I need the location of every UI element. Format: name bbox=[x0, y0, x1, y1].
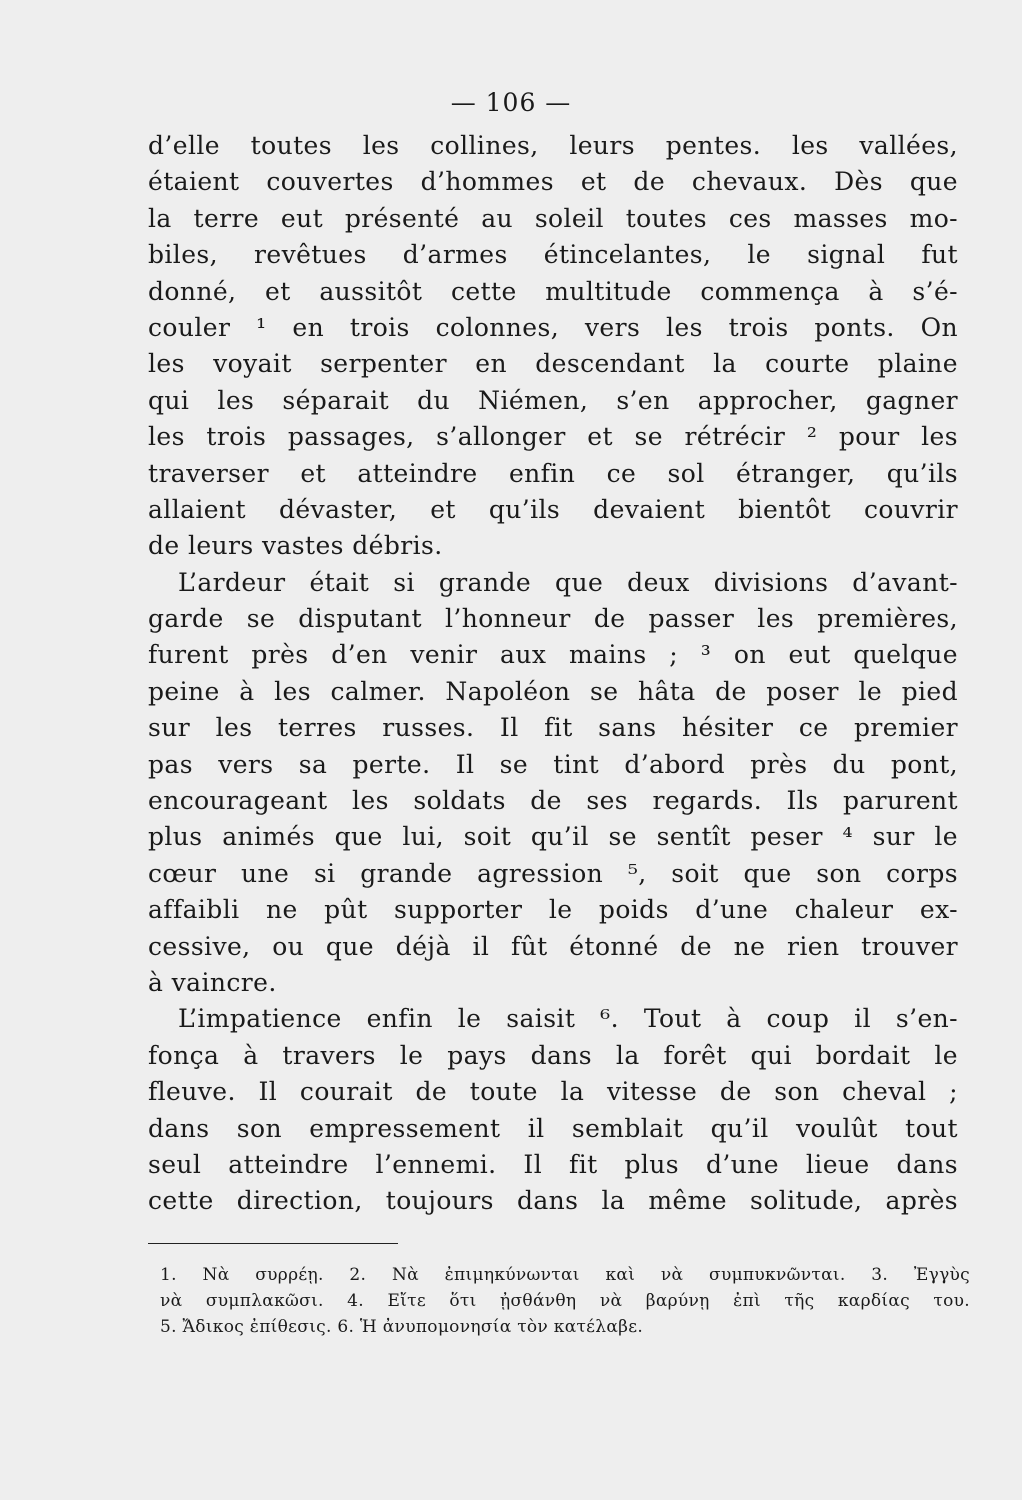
footnote-rule bbox=[148, 1243, 398, 1244]
body-line: pas vers sa perte. Il se tint d’abord près du pont, bbox=[148, 749, 958, 779]
body-line: peine à les calmer. Napoléon se hâta de poser le pied bbox=[148, 676, 958, 706]
body-line: plus animés que lui, soit qu’il se sentît peser ⁴ sur le bbox=[148, 822, 958, 852]
body-line: étaient couvertes d’hommes et de chevaux. Dès que bbox=[148, 167, 958, 197]
body-line: dans son empressement il semblait qu’il voulût tout bbox=[148, 1113, 958, 1143]
body-line: donné, et aussitôt cette multitude commença à s’é- bbox=[148, 276, 958, 306]
body-line: cette direction, toujours dans la même solitude, après bbox=[148, 1186, 958, 1216]
body-line: L’ardeur était si grande que deux divisions d’avant- bbox=[178, 567, 958, 597]
body-line: la terre eut présenté au soleil toutes ces masses mo- bbox=[148, 203, 958, 233]
body-line: traverser et atteindre enfin ce sol étranger, qu’ils bbox=[148, 458, 958, 488]
body-line: fonça à travers le pays dans la forêt qui bordait le bbox=[148, 1040, 958, 1070]
body-line: biles, revêtues d’armes étincelantes, le signal fut bbox=[148, 240, 958, 270]
body-line: sur les terres russes. Il fit sans hésiter ce premier bbox=[148, 713, 958, 743]
page-number: — 106 — bbox=[450, 88, 572, 117]
body-text bbox=[148, 128, 958, 1220]
body-line: qui les séparait du Niémen, s’en approcher, gagner bbox=[148, 385, 958, 415]
body-line: cœur une si grande agression ⁵, soit que son corps bbox=[148, 858, 958, 888]
body-line: encourageant les soldats de ses regards. Ils parurent bbox=[148, 786, 958, 816]
body-line: garde se disputant l’honneur de passer les premières, bbox=[148, 604, 958, 634]
footnote-line: 1. Νὰ συρρέῃ. 2. Νὰ ἐπιμηκύνωνται καὶ νὰ συμπυκνῶνται. 3. Ἐγγὺς bbox=[160, 1265, 970, 1285]
body-line: cessive, ou que déjà il fût étonné de ne rien trouver bbox=[148, 931, 958, 961]
footnote-line: 5. Ἄδικος ἐπίθεσις. 6. Ἡ ἀνυπομονησία τὸν κατέλαβε. bbox=[160, 1317, 644, 1337]
body-line: les voyait serpenter en descendant la courte plaine bbox=[148, 349, 958, 379]
body-line: L’impatience enfin le saisit ⁶. Tout à coup il s’en- bbox=[178, 1004, 958, 1034]
body-line: de leurs vastes débris. bbox=[148, 531, 443, 561]
body-line: furent près d’en venir aux mains ; ³ on eut quelque bbox=[148, 640, 958, 670]
body-line: affaibli ne pût supporter le poids d’une chaleur ex- bbox=[148, 895, 958, 925]
body-line: seul atteindre l’ennemi. Il fit plus d’une lieue dans bbox=[148, 1149, 958, 1179]
body-line: allaient dévaster, et qu’ils devaient bientôt couvrir bbox=[148, 494, 958, 524]
body-line: à vaincre. bbox=[148, 967, 277, 997]
body-line: d’elle toutes les collines, leurs pentes. les vallées, bbox=[148, 131, 958, 160]
body-line: les trois passages, s’allonger et se rétrécir ² pour les bbox=[148, 422, 958, 452]
footnote-line: νὰ συμπλακῶσι. 4. Εἴτε ὅτι ᾐσθάνθη νὰ βαρύνῃ ἐπὶ τῆς καρδίας του. bbox=[160, 1291, 970, 1311]
body-line: fleuve. Il courait de toute la vitesse de son cheval ; bbox=[148, 1077, 958, 1107]
body-line: couler ¹ en trois colonnes, vers les trois ponts. On bbox=[148, 312, 958, 342]
footnotes bbox=[160, 1262, 970, 1340]
